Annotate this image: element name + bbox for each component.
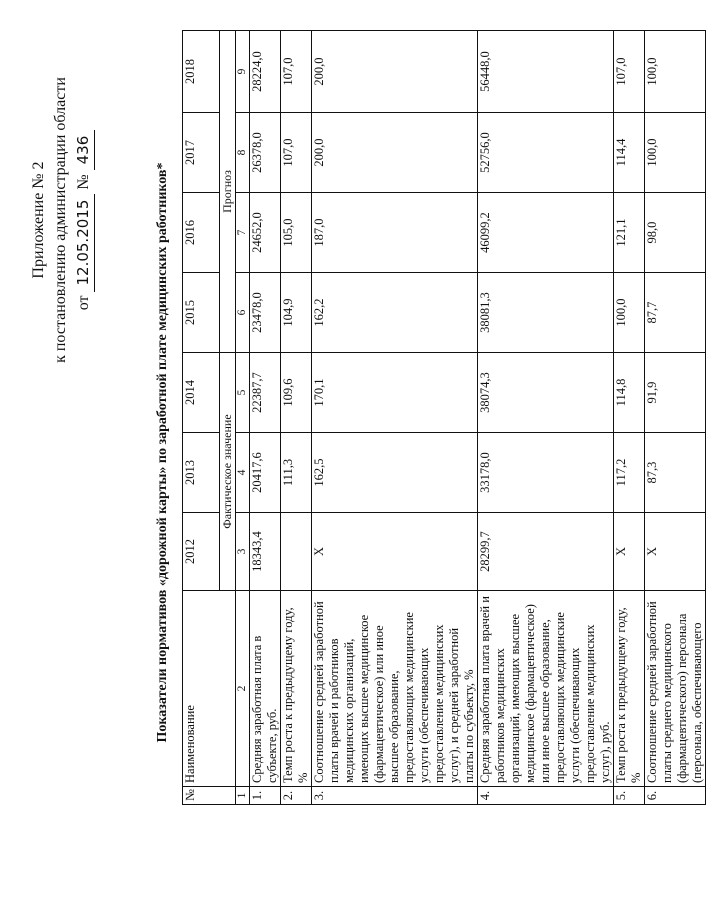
- cell-value: 200,0: [312, 31, 478, 113]
- cell-value: 104,9: [281, 273, 312, 353]
- cell-value: Х: [312, 513, 478, 591]
- cell-value: 109,6: [281, 353, 312, 433]
- cell-value: 200,0: [312, 113, 478, 193]
- forecast-group-label: Прогноз: [220, 31, 236, 353]
- year-header: 2014: [183, 353, 220, 433]
- decree-number: 436: [72, 130, 95, 171]
- cell-value: 22387,7: [250, 353, 281, 433]
- cell-value: 91,9: [645, 353, 706, 433]
- column-index: 8: [236, 113, 250, 193]
- cell-value: 100,0: [645, 31, 706, 113]
- row-name: Темп роста к предыдущему году, %: [614, 591, 645, 787]
- row-name: Средняя заработная плата врачей и работников медицинских организаций, имеющих высшее медицинское (фармацевтическое) или иное высшее образование, предоставляющих медицинские услуги (обеспечивающих предоставление медицинских услуг), руб.: [478, 591, 614, 787]
- table-row: [614, 31, 645, 805]
- column-index: 2: [236, 591, 250, 787]
- actual-group-label: Фактическое значение: [220, 353, 236, 591]
- column-index: 3: [236, 513, 250, 591]
- decree-date: 12.05.2015: [72, 194, 95, 292]
- column-index: 4: [236, 433, 250, 513]
- year-header: 2017: [183, 113, 220, 193]
- year-header: 2012: [183, 513, 220, 591]
- num-header: №: [183, 787, 236, 805]
- cell-value: 87,7: [645, 273, 706, 353]
- cell-value: Х: [645, 513, 706, 591]
- column-index: 7: [236, 193, 250, 273]
- year-header: 2018: [183, 31, 220, 113]
- cell-value: 100,0: [645, 113, 706, 193]
- cell-value: 121,1: [614, 193, 645, 273]
- appendix-block: [28, 55, 95, 385]
- column-index: 5: [236, 353, 250, 433]
- row-number: 6.: [645, 787, 706, 805]
- cell-value: 114,8: [614, 353, 645, 433]
- cell-value: 56448,0: [478, 31, 614, 113]
- row-name: Соотношение средней заработной платы среднего медицинского (фармацевтического) персонала (персонала, обеспечивающего: [645, 591, 706, 787]
- row-number: 1.: [250, 787, 281, 805]
- cell-value: 114,4: [614, 113, 645, 193]
- decree-line: к постановлению администрации области: [52, 77, 69, 363]
- cell-value: 28224,0: [250, 31, 281, 113]
- cell-value: 23478,0: [250, 273, 281, 353]
- row-name: Темп роста к предыдущему году, %: [281, 591, 312, 787]
- cell-value: 20417,6: [250, 433, 281, 513]
- cell-value: 187,0: [312, 193, 478, 273]
- cell-value: 52756,0: [478, 113, 614, 193]
- cell-value: 28299,7: [478, 513, 614, 591]
- table-row: [250, 31, 281, 805]
- row-name: Средняя заработная плата в субъекте, руб.: [250, 591, 281, 787]
- column-index: 6: [236, 273, 250, 353]
- appendix-line: Приложение № 2: [30, 161, 47, 279]
- row-number: 3.: [312, 787, 478, 805]
- cell-value: 105,0: [281, 193, 312, 273]
- year-header: 2013: [183, 433, 220, 513]
- cell-value: 26378,0: [250, 113, 281, 193]
- cell-value: 162,2: [312, 273, 478, 353]
- cell-value: 107,0: [281, 31, 312, 113]
- date-prefix: от: [75, 295, 92, 311]
- number-prefix: №: [75, 174, 92, 190]
- cell-value: 107,0: [614, 31, 645, 113]
- table-row: [281, 31, 312, 805]
- document-title: Показатели нормативов «дорожной карты» по заработной плате медицинских работников*: [155, 162, 170, 743]
- cell-value: Х: [614, 513, 645, 591]
- row-number: 4.: [478, 787, 614, 805]
- column-index: 1: [236, 787, 250, 805]
- decree-date-line: [72, 55, 95, 385]
- column-index-row: [236, 31, 250, 805]
- year-header: 2016: [183, 193, 220, 273]
- year-header-row: [183, 31, 220, 805]
- cell-value: 170,1: [312, 353, 478, 433]
- table-row: [478, 31, 614, 805]
- cell-value: 87,3: [645, 433, 706, 513]
- cell-value: 162,5: [312, 433, 478, 513]
- row-number: 2.: [281, 787, 312, 805]
- cell-value: 111,3: [281, 433, 312, 513]
- row-number: 5.: [614, 787, 645, 805]
- cell-value: 98,0: [645, 193, 706, 273]
- cell-value: 33178,0: [478, 433, 614, 513]
- cell-value: 100,0: [614, 273, 645, 353]
- cell-value: [281, 513, 312, 591]
- cell-value: 107,0: [281, 113, 312, 193]
- table-row: [312, 31, 478, 805]
- name-header: Наименование: [183, 591, 236, 787]
- cell-value: 117,2: [614, 433, 645, 513]
- year-header: 2015: [183, 273, 220, 353]
- cell-value: 18343,4: [250, 513, 281, 591]
- cell-value: 24652,0: [250, 193, 281, 273]
- cell-value: 46099,2: [478, 193, 614, 273]
- table-row: [645, 31, 706, 805]
- column-index: 9: [236, 31, 250, 113]
- row-name: Соотношение средней заработной платы врачей и работников медицинских организаций, имеющих высшее медицинское (фармацевтическое) или иное высшее образование, предоставляющих медицинские услуги (обеспечивающих предоставление медицинских услуг), и средней заработной платы по субъекту, %: [312, 591, 478, 787]
- cell-value: 38081,3: [478, 273, 614, 353]
- indicators-table: [182, 30, 706, 805]
- cell-value: 38074,3: [478, 353, 614, 433]
